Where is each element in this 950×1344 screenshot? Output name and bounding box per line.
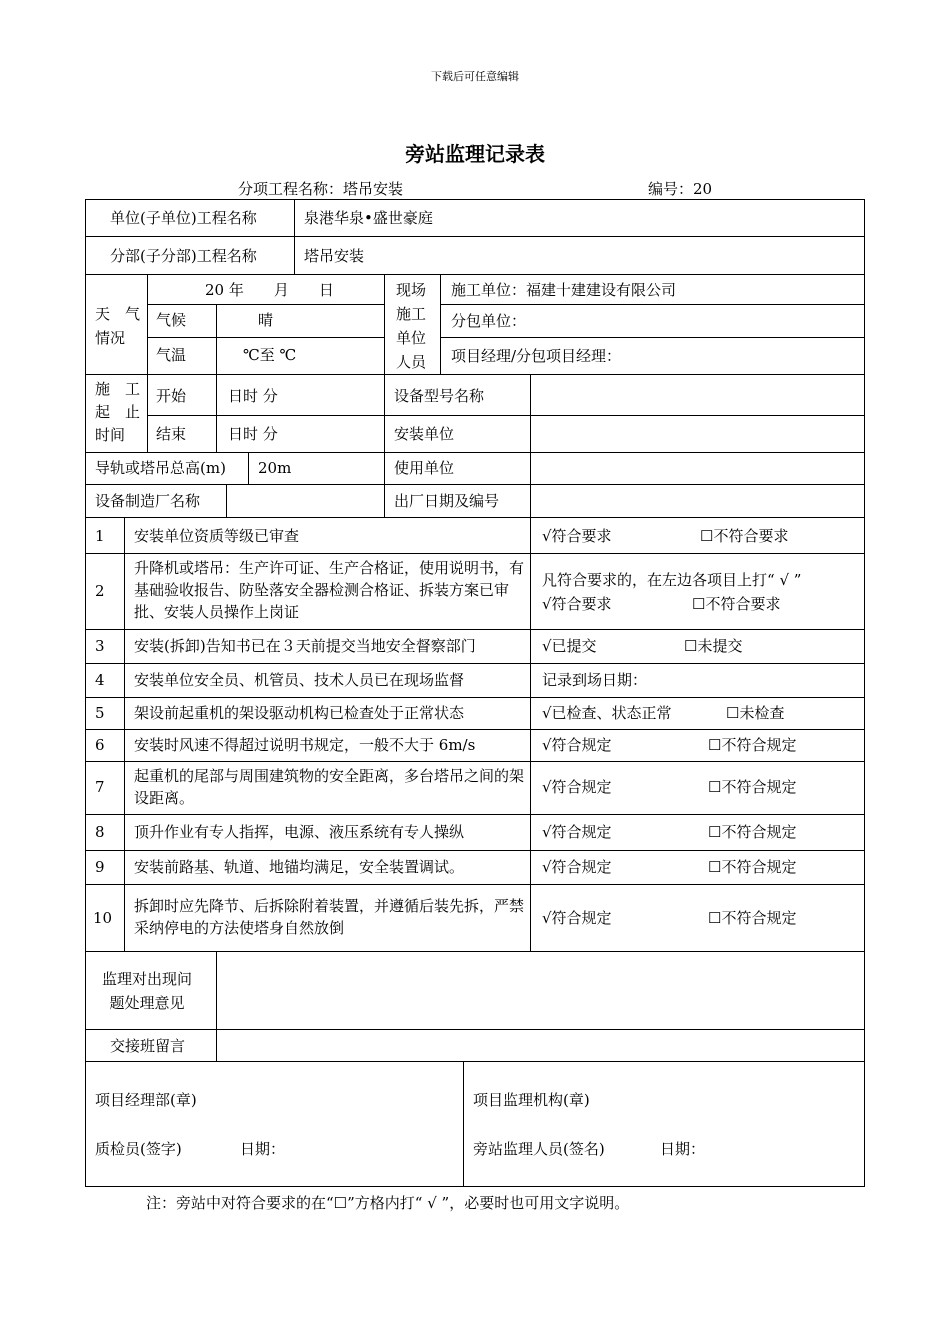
project-manager: 项目经理/分包项目经理： [451,347,622,365]
pm-dept-seal: 项目经理部(章) [95,1091,197,1109]
climate-label: 气候 [156,311,187,329]
site-staff-label: 现场 施工 单位 人员 [396,281,427,371]
item-no: 2 [95,582,105,600]
table-rule [216,374,217,452]
climate-value: 晴 [258,311,274,329]
item-result-yes: √符合要求 [542,595,612,613]
table-rule [124,517,125,951]
table-rule [85,517,865,518]
table-rule [147,337,384,338]
table-rule [85,1061,865,1062]
end-value: 日时 分 [228,425,278,443]
table-rule [294,199,295,274]
table-rule [226,484,227,517]
item-desc: 安装单位安全员、机管员、技术人员已在现场监督 [134,671,465,689]
table-rule [440,304,865,305]
item-result-no: ☐不符合规定 [708,858,797,876]
item-desc: 安装单位资质等级已审查 [134,527,300,545]
item-desc: 安装(拆卸)告知书已在３天前提交当地安全督察部门 [134,637,476,655]
table-rule [85,199,865,200]
table-rule [85,729,865,730]
table-rule [384,274,385,517]
page-title: 旁站监理记录表 [405,142,545,166]
time-label: 施 工 起 止 时间 [95,380,141,444]
item-no: 8 [95,823,105,841]
date-field: 日期： [240,1140,286,1158]
table-rule [440,337,865,338]
supervision-org-seal: 项目监理机构(章) [473,1091,590,1109]
date-field: 日期： [660,1140,706,1158]
table-rule [864,199,865,1187]
item-result-no: ☐未检查 [726,704,785,722]
item-result-no: ☐不符合规定 [708,736,797,754]
opinion-label: 监理对出现问 题处理意见 [102,970,193,1012]
table-rule [216,304,217,374]
manufacturer-label: 设备制造厂名称 [95,492,201,510]
construction-unit: 施工单位：福建十建建设有限公司 [451,281,677,299]
item-desc: 升降机或塔吊：生产许可证、生产合格证，使用说明书，有基础验收报告、防坠落安全器检测合格证、拆装方案已审批、安装人员操作上岗证 [134,559,525,621]
unit-project-label: 单位(子单位)工程名称 [110,209,257,227]
sub-project-value: 塔吊安装 [304,247,365,265]
form-number: 编号：20 [648,180,713,198]
footnote: 注：旁站中对符合要求的在“☐”方格内打“ √ ”，必要时也可用文字说明。 [146,1194,630,1212]
table-rule [85,553,865,554]
item-result-no: ☐不符合要求 [692,595,781,613]
table-rule [85,951,865,952]
inspector-signature: 质检员(签字) [95,1140,182,1158]
table-rule [463,1061,464,1187]
end-label: 结束 [156,425,187,443]
table-rule [85,199,86,1187]
supervisor-signature: 旁站监理人员(签名) [473,1140,605,1158]
item-desc: 安装前路基、轨道、地锚均满足，安全装置调试。 [134,858,465,876]
header-note: 下载后可任意编辑 [431,70,519,83]
item-no: 4 [95,671,105,689]
table-rule [530,374,531,517]
item-result-no: ☐不符合要求 [700,527,789,545]
table-rule [440,274,441,374]
table-rule [85,761,865,762]
height-label: 导轨或塔吊总高(m) [95,459,226,477]
temp-value: ℃至 ℃ [243,346,297,364]
item-result-yes: √已提交 [542,637,597,655]
item-desc: 起重机的尾部与周围建筑物的安全距离，多台塔吊之间的架设距离。 [134,767,525,807]
item-result-yes: 记录到场日期： [542,671,648,689]
table-rule [85,884,865,885]
table-rule [85,484,865,485]
item-result-yes: √符合规定 [542,858,612,876]
table-rule [85,1029,865,1030]
table-rule [85,814,865,815]
table-rule [147,304,384,305]
temp-label: 气温 [156,346,187,364]
item-result-yes: √符合规定 [542,736,612,754]
item-desc: 安装时风速不得超过说明书规定，一般不大于 6m/s [134,736,476,754]
unit-project-value: 泉港华泉•盛世豪庭 [304,209,433,227]
install-unit-label: 安装单位 [394,425,455,443]
item-result-yes: √符合规定 [542,823,612,841]
project-name: 分项工程名称：塔吊安装 [238,180,404,198]
item-no: 6 [95,736,105,754]
table-rule [216,951,217,1061]
subcontract-unit: 分包单位： [451,312,527,330]
item-result-yes: √已检查、状态正常 [542,704,672,722]
item-result-no: ☐不符合规定 [708,823,797,841]
item-no: 1 [95,527,105,545]
sub-project-label: 分部(子分部)工程名称 [110,247,257,265]
table-rule [85,629,865,630]
use-unit-label: 使用单位 [394,459,455,477]
item-result-yes: √符合要求 [542,527,612,545]
item-no: 10 [93,909,113,927]
item-no: 3 [95,637,105,655]
weather-label: 天 气 情况 [95,305,141,347]
item-no: 9 [95,858,105,876]
table-rule [85,374,865,375]
equipment-model-label: 设备型号名称 [394,387,485,405]
item-no: 5 [95,704,105,722]
item-no: 7 [95,778,105,796]
handover-label: 交接班留言 [110,1037,186,1055]
table-rule [85,1186,865,1187]
item-result-no: ☐不符合规定 [708,778,797,796]
start-label: 开始 [156,387,187,405]
start-value: 日时 分 [228,387,278,405]
table-rule [85,452,865,453]
factory-date-label: 出厂日期及编号 [394,492,500,510]
item-desc: 顶升作业有专人指挥，电源、液压系统有专人操纵 [134,823,465,841]
item-result-yes: √符合规定 [542,778,612,796]
item-result-no: ☐未提交 [684,637,743,655]
table-rule [147,415,865,416]
table-rule [248,452,249,484]
table-rule [147,274,148,452]
item-result-yes: √符合规定 [542,909,612,927]
date-text: 20 年 月 日 [205,281,334,299]
table-rule [85,236,865,237]
item-result-no: ☐不符合规定 [708,909,797,927]
item-desc: 架设前起重机的架设驱动机构已检查处于正常状态 [134,704,465,722]
table-rule [85,274,865,275]
height-value: 20m [258,459,292,477]
table-rule [85,697,865,698]
item-desc: 拆卸时应先降节、后拆除附着装置，并遵循后装先拆，严禁采纳停电的方法使塔身自然放倒 [134,897,525,937]
table-rule [85,663,865,664]
table-rule [530,517,531,951]
table-rule [85,850,865,851]
item-note: 凡符合要求的，在左边各项目上打“ √ ” [542,571,802,589]
